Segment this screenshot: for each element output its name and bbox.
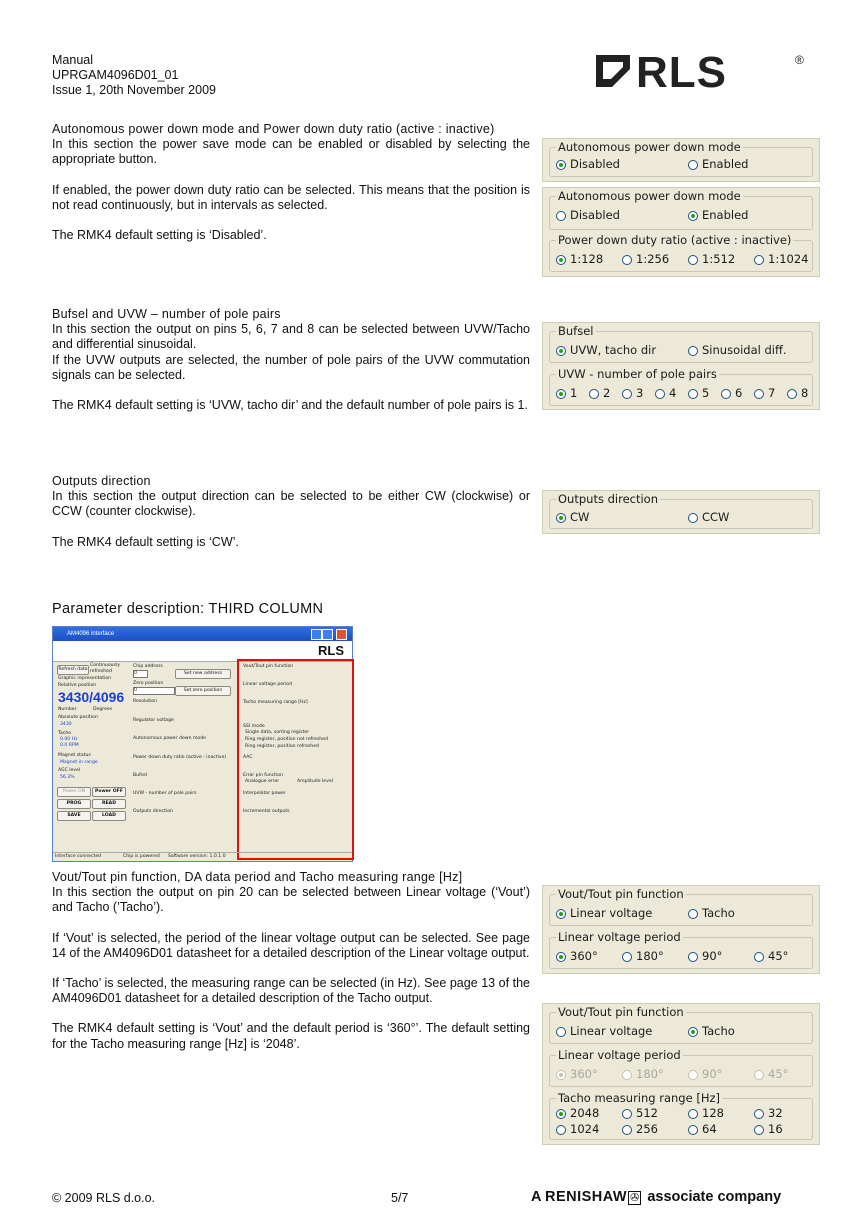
header-issue: Issue 1, 20th November 2009 — [52, 83, 216, 97]
radio-linear-voltage[interactable]: Linear voltage — [556, 907, 652, 920]
group-label: Linear voltage period — [558, 930, 681, 944]
document-header — [52, 53, 216, 98]
tacho-label: Tacho — [58, 731, 72, 736]
paragraph: In this section the output on pin 20 can be selected between Linear voltage (‘Vout’) and Tacho (’Tacho’). — [52, 885, 530, 915]
group-label: Vout/Tout pin function — [558, 887, 684, 901]
ssi-label: SSI mode — [243, 724, 265, 729]
radio-45[interactable]: 45° — [754, 950, 788, 963]
group-label: Autonomous power down mode — [558, 189, 741, 203]
radio-disabled[interactable]: Disabled — [556, 209, 620, 222]
lvp-group — [549, 930, 813, 969]
uvw-group — [549, 367, 813, 406]
radio-pole-6[interactable]: 6 — [721, 387, 742, 400]
parameter-heading: Parameter description: THIRD COLUMN — [52, 601, 324, 617]
screenshot-title: AM4096 interface — [67, 631, 115, 637]
aac-label: AAC — [243, 755, 253, 760]
group-label: UVW - number of pole pairs — [558, 367, 717, 381]
vout-panel-tacho — [542, 1003, 820, 1145]
relpos-value: 3430/4096 — [58, 689, 125, 705]
zero-label: Zero position — [133, 681, 164, 686]
duty-ratio-group — [549, 233, 813, 272]
lvp-group — [549, 1048, 813, 1087]
radio-64[interactable]: 64 — [688, 1123, 717, 1136]
radio-uvw-tacho[interactable]: UVW, tacho dir — [556, 344, 656, 357]
footer-copyright: © 2009 RLS d.o.o. — [52, 1191, 156, 1205]
pdr-label: Power down duty ratio (active : inactive) — [133, 755, 227, 760]
radio-256[interactable]: 256 — [622, 1123, 658, 1136]
resolution-label: Resolution — [133, 699, 158, 704]
abspos-value: 3430 — [60, 722, 72, 727]
tmr-label: Tacho measuring range [Hz] — [243, 700, 308, 705]
section-title: Bufsel and UVW – number of pole pairs — [52, 307, 281, 321]
radio-pole-2[interactable]: 2 — [589, 387, 610, 400]
err-analogue-radio[interactable]: Analogue error — [245, 779, 280, 784]
renishaw-emblem-icon: ✇ — [630, 1192, 640, 1204]
set-address-button[interactable]: Set new address — [175, 669, 231, 679]
prog-button[interactable]: PROG — [57, 799, 91, 809]
radio-1-1024[interactable]: 1:1024 — [754, 253, 808, 266]
minimize-icon — [311, 629, 322, 640]
status-connected: Interface connected — [55, 854, 102, 859]
set-zero-button[interactable]: Set zero position — [175, 686, 231, 696]
apd-group — [549, 189, 813, 230]
paragraph: In this section the power save mode can be enabled or disabled by selecting the appropriate button. — [52, 137, 530, 167]
zero-input[interactable]: 0 — [133, 687, 175, 695]
group-label: Tacho measuring range [Hz] — [558, 1091, 720, 1105]
apd-panel-enabled — [542, 187, 820, 277]
outdir-panel — [542, 490, 820, 534]
section-power-down — [52, 122, 530, 243]
incr-label: Incremental outputs — [243, 809, 290, 814]
vout-group — [549, 1005, 813, 1044]
footer-page-number: 5/7 — [391, 1191, 409, 1205]
radio-1-128[interactable]: 1:128 — [556, 253, 603, 266]
status-bar — [53, 852, 352, 861]
chip-address-label: Chip address — [133, 664, 163, 669]
radio-pole-8[interactable]: 8 — [787, 387, 808, 400]
apd-panel-disabled — [542, 138, 820, 182]
vout-label: Vout/Tout pin function — [243, 664, 294, 669]
chip-address-input[interactable]: 0 — [133, 670, 148, 678]
radio-180[interactable]: 180° — [622, 1068, 664, 1081]
paragraph: If the UVW outputs are selected, the number of pole pairs of the UVW commutation signals can be selected. — [52, 352, 530, 382]
save-button[interactable]: SAVE — [57, 811, 91, 821]
radio-cw[interactable]: CW — [556, 511, 589, 524]
interp-label: Interpolator power — [243, 791, 286, 796]
ssi-radio-1[interactable]: Single data, sorting register — [245, 730, 310, 735]
maximize-icon — [322, 629, 333, 640]
footer-renishaw-brand: RENISHAW — [544, 1189, 628, 1205]
radio-360[interactable]: 360° — [556, 950, 598, 963]
radio-disabled[interactable]: Disabled — [556, 158, 620, 171]
header-doc-code: UPRGAM4096D01_01 — [52, 68, 179, 82]
radio-sinusoidal[interactable]: Sinusoidal diff. — [688, 344, 787, 357]
bufsel-panel — [542, 322, 820, 410]
logo-text: RLS — [636, 50, 727, 92]
degrees-radio[interactable]: Degrees — [93, 707, 113, 712]
radio-1-512[interactable]: 1:512 — [688, 253, 735, 266]
apd-label: Autonomous power down mode — [133, 736, 206, 741]
refresh-button[interactable]: Refresh data — [57, 665, 89, 675]
screenshot-titlebar — [53, 627, 352, 641]
graphic-checkbox[interactable]: Graphic representation — [58, 676, 112, 681]
rls-logo — [592, 50, 816, 92]
ssi-radio-2[interactable]: Ring register, position not refreshed — [245, 737, 328, 742]
section-title: Outputs direction — [52, 474, 151, 488]
footer-assoc-rest: associate company — [647, 1189, 782, 1205]
regulator-label: Regulator voltage — [133, 718, 174, 723]
magnet-label: Magnet status — [58, 753, 91, 758]
paragraph: The RMK4 default setting is ‘UVW, tacho dir’ and the default number of pole pairs is 1. — [52, 398, 528, 413]
tacho-range-group — [549, 1091, 813, 1140]
uvw-label: UVW - number of pole pairs — [133, 791, 197, 796]
footer-assoc-a: A — [531, 1189, 541, 1205]
outdir-label: Outputs direction — [133, 809, 173, 814]
paragraph: The RMK4 default setting is ‘Disabled’. — [52, 228, 267, 243]
radio-pole-3[interactable]: 3 — [622, 387, 643, 400]
paragraph: If ‘Vout’ is selected, the period of the linear voltage output can be selected. See page 14 of the AM4096D01 datasheet for a detailed description of the Linear voltage output. — [52, 930, 530, 960]
radio-icon — [688, 160, 698, 170]
radio-360[interactable]: 360° — [556, 1068, 598, 1081]
bufsel-group — [549, 324, 813, 363]
number-radio[interactable]: Number — [58, 707, 77, 712]
tacho-hz: 0.00 Hz — [60, 737, 78, 742]
radio-16[interactable]: 16 — [754, 1123, 783, 1136]
tacho-rpm: 0.0 RPM — [60, 743, 79, 748]
section-vout — [52, 870, 530, 1052]
abspos-label: Absolute position — [58, 715, 98, 720]
radio-enabled[interactable]: Enabled — [688, 209, 748, 222]
lvp-label: Linear voltage period — [243, 682, 292, 687]
radio-90[interactable]: 90° — [688, 950, 722, 963]
radio-2048[interactable]: 2048 — [556, 1107, 599, 1120]
radio-pole-7[interactable]: 7 — [754, 387, 775, 400]
radio-180[interactable]: 180° — [622, 950, 664, 963]
section-title: Vout/Tout pin function, DA data period and Tacho measuring range [Hz] — [52, 870, 463, 884]
radio-128[interactable]: 128 — [688, 1107, 724, 1120]
radio-90[interactable]: 90° — [688, 1068, 722, 1081]
paragraph: In this section the output on pins 5, 6, 7 and 8 can be selected between UVW/Tacho and differential sinusoidal. — [52, 322, 530, 352]
footer-renishaw — [531, 1189, 781, 1205]
err-amplitude-radio[interactable]: Amplitude level — [297, 779, 333, 784]
radio-enabled[interactable]: Enabled — [688, 158, 748, 171]
paragraph: The RMK4 default setting is ‘Vout’ and the default period is ‘360°’. The default setting for the Tacho measuring range [Hz] is ‘2048’. — [52, 1021, 530, 1051]
magnet-value: Magnet in range — [60, 760, 98, 765]
continuous-checkbox[interactable]: Continuously refreshed — [90, 663, 120, 674]
group-label: Bufsel — [558, 324, 594, 338]
radio-tacho[interactable]: Tacho — [688, 907, 735, 920]
radio-1024[interactable]: 1024 — [556, 1123, 599, 1136]
paragraph: If ‘Tacho’ is selected, the measuring range can be selected (in Hz). See page 13 of the AM4096D01 datasheet for a detailed description of the Tacho output. — [52, 976, 530, 1006]
radio-32[interactable]: 32 — [754, 1107, 783, 1120]
header-manual: Manual — [52, 53, 93, 67]
radio-linear-voltage[interactable]: Linear voltage — [556, 1025, 652, 1038]
power-on-button[interactable]: Power ON — [57, 787, 91, 797]
agc-label: AGC level — [58, 768, 81, 773]
highlight-box — [237, 659, 354, 860]
radio-ccw[interactable]: CCW — [688, 511, 729, 524]
power-off-button[interactable]: Power OFF — [92, 787, 126, 797]
load-button[interactable]: LOAD — [92, 811, 126, 821]
group-label: Linear voltage period — [558, 1048, 681, 1062]
apd-group — [549, 140, 813, 177]
ssi-radio-3[interactable]: Ring register, position refreshed — [245, 744, 319, 749]
agc-value: 56.3% — [60, 775, 75, 780]
status-version: Software version: 1.0.1.0 — [168, 854, 226, 859]
paragraph: The RMK4 default setting is ‘CW’. — [52, 534, 239, 549]
radio-1-256[interactable]: 1:256 — [622, 253, 669, 266]
group-label: Outputs direction — [558, 492, 658, 506]
paragraph: If enabled, the power down duty ratio can be selected. This means that the position is not read continuously, but in intervals as selected. — [52, 182, 530, 212]
screenshot-rls-logo: RLS — [318, 643, 344, 658]
close-icon — [336, 629, 347, 640]
group-label: Power down duty ratio (active : inactive) — [558, 233, 792, 247]
radio-pole-4[interactable]: 4 — [655, 387, 676, 400]
section-title: Autonomous power down mode and Power down duty ratio (active : inactive) — [52, 122, 495, 136]
radio-selected-icon — [556, 160, 566, 170]
read-button[interactable]: READ — [92, 799, 126, 809]
section-bufsel — [52, 307, 530, 413]
section-outputs-direction — [52, 474, 530, 550]
outdir-group — [549, 492, 813, 529]
radio-tacho[interactable]: Tacho — [688, 1025, 735, 1038]
relpos-label: Relative position — [58, 683, 97, 688]
group-label: Autonomous power down mode — [558, 140, 741, 154]
radio-pole-5[interactable]: 5 — [688, 387, 709, 400]
bufsel-label: Bufsel — [133, 773, 148, 778]
group-label: Vout/Tout pin function — [558, 1005, 684, 1019]
vout-group — [549, 887, 813, 926]
logo-registered: ® — [795, 53, 804, 67]
status-powered: Chip is powered — [123, 854, 160, 859]
errpin-label: Error pin function — [243, 773, 283, 778]
radio-pole-1[interactable]: 1 — [556, 387, 577, 400]
vout-panel-linear — [542, 885, 820, 974]
app-screenshot — [52, 626, 353, 862]
paragraph: In this section the output direction can be selected to be either CW (clockwise) or CCW (counter clockwise). — [52, 489, 530, 519]
radio-512[interactable]: 512 — [622, 1107, 658, 1120]
radio-45[interactable]: 45° — [754, 1068, 788, 1081]
